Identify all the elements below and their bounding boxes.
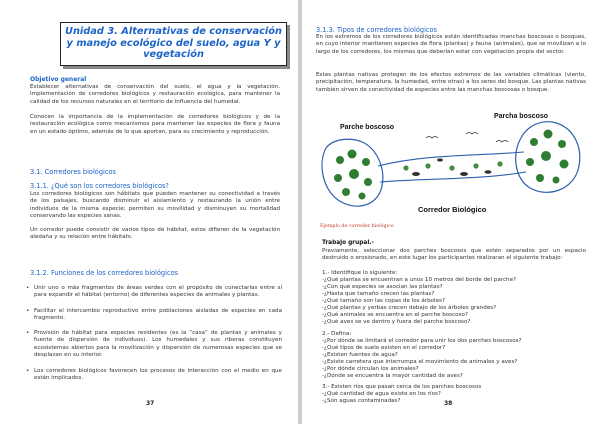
section-3-1-1-text-2: Un corredor puede consistir de varios tipos de hábitat, estos difieren de la vegetación aledaña y su relación entre hábitats. — [30, 227, 280, 241]
question-item: -¿Por dónde se limitará el corredor para unir los dos parches boscosos? — [322, 338, 522, 344]
objective-heading: Objetivo general — [30, 76, 87, 83]
question-item: -¿Son aguas contaminadas? — [322, 398, 401, 404]
unit-title: Unidad 3. Alternativas de conservación y manejo ecológico del suelo, agua Y y vegetación — [64, 26, 282, 60]
question-item: -¿Qué animales se encuentra en el parche boscoso? — [322, 312, 468, 318]
diagram-label-center: Corredor Biológico — [418, 205, 487, 214]
question-item: -¿Existe carretera que interrumpa el movimiento de animales y aves? — [322, 359, 518, 365]
section-3-1-1-heading: 3.1.1. ¿Qué son los corredores biológicos? — [30, 182, 169, 190]
unit-title-box — [60, 22, 287, 66]
question-2-heading: 2.- Defina: — [322, 331, 352, 337]
question-item: -¿Qué plantas se encuentran a unos 10 metros del borde del parche? — [322, 277, 516, 283]
page-number: 38 — [444, 400, 453, 407]
diagram-caption: Ejemplo de corredor biológico — [320, 224, 394, 229]
right-page — [302, 0, 600, 424]
left-trees — [334, 150, 372, 200]
bird-silhouettes — [426, 133, 508, 143]
question-item: -¿Con qué especies se asocian las plantas? — [322, 284, 443, 290]
section-3-1-1-text: Los corredores biológicos son hábitats que pueden mantener su conectividad a través de los paisajes, buscando disminuir el aislamiento y restaurando la unión entre individuos de la misma especie; permiten su movilidad y disminuyen su mortalidad conservando las especies sanas. — [30, 191, 280, 219]
question-item: -¿Dónde se encuentra la mayor cantidad de aves? — [322, 373, 463, 379]
question-item: -¿Qué tipos de suelo existen en el corredor? — [322, 345, 446, 351]
question-3-heading: 3.- Existen ríos que pasan cerca de los parches boscosos — [322, 384, 482, 390]
group-work-text: Previamente, seleccionar dos parches boscosos que estén separados por un espacio destruido o erosionado, en este lugar los participantes realizaran el siguiente trabajo: — [322, 248, 586, 262]
group-work-heading: Trabajo grupal.- — [322, 240, 374, 246]
page-number: 37 — [146, 400, 155, 407]
function-bullet: • Provisión de hábitat para especies residentes (es la “casa” de plantas y animales y fuente de dispersión de individuos). Los humedales y sus riberas constituyen ecosistemas abiertos para la movilización y dispersión de numerosas especies que se desplazan en su interior. — [34, 330, 282, 359]
section-3-1-2-heading: 3.1.2. Funciones de los corredores biológicos — [30, 269, 179, 277]
left-page — [0, 0, 298, 424]
section-3-1-3-heading: 3.1.3. Tipos de corredores biológicos — [316, 26, 437, 34]
question-1-heading: 1.- Identifique lo siguiente: — [322, 270, 398, 276]
function-bullet: • Unir uno o más fragmentos de áreas verdes con el propósito de conectarlas entre sí para expandir el hábitat (entorno) de diferentes especies de animales y plantas. — [34, 285, 282, 300]
function-bullet: • Los corredores biológicos favorecen los procesos de interacción con el medio en que están implicados. — [34, 368, 282, 383]
objective-text-2: Conocen la importancia de la implementación de corredores biológicos y de la restauración ecológica como mecanismos para mantener las especies de flora y fauna en un estado óptimo, además de lo que aportan, para su crecimiento y reproducción. — [30, 114, 280, 135]
right-trees — [526, 130, 569, 184]
corridor-bottom-edge — [380, 172, 526, 182]
question-item: -¿Qué cantidad de agua existe en los ríos? — [322, 391, 441, 397]
corridor-diagram — [316, 108, 586, 220]
objective-text: Establecer alternativas de conservación del suelo, el agua y la vegetación. Implementación de corredores biológicos y restauración ecológica, para mantener la calidad de los recursos naturales en el territorio de influencia del humedal. — [30, 84, 280, 105]
corridor-trees — [403, 161, 502, 170]
section-3-1-3-text: En los extremos de los corredores biológicos están identificadas manchas boscosas o bosques, en cuyo interior mantienen especies de flora (plantas) y fauna (animales), que se movilizan a lo largo de los corredores, los mismos que deberían estar con vegetación propia del sector. — [316, 34, 586, 55]
section-3-1-3-text-2: Estas plantas nativas protegen de los efectos extremos de las variables climáticas (viento, precipitación, temperatura, la humedad, entre otras) a los seres del bosque. Las plantas nativas también sirven de conectividad de especies entre las manchas boscosas o bosque. — [316, 72, 586, 93]
question-item: -¿Existen fuentes de agua? — [322, 352, 398, 358]
diagram-label-left: Parche boscoso — [340, 124, 395, 131]
question-item: -¿Qué tamaño son las copas de los árboles? — [322, 298, 445, 304]
question-item: -¿Qué aves se ve dentro y fuera del parche boscoso? — [322, 319, 471, 325]
section-3-1-heading: 3.1. Corredores biológicos — [30, 168, 116, 176]
diagram-label-right: Parcha boscoso — [494, 113, 549, 120]
question-item: -¿Hasta que tamaño crecen las plantas? — [322, 291, 435, 297]
function-bullet: • Facilitar el intercambio reproductivo entre poblaciones aisladas de especies en cada fragmento. — [34, 308, 282, 323]
question-item: -¿Qué plantas y yerbas crecen debajo de los árboles grandes? — [322, 305, 497, 311]
question-item: -¿Por dónde circulan los animales? — [322, 366, 419, 372]
